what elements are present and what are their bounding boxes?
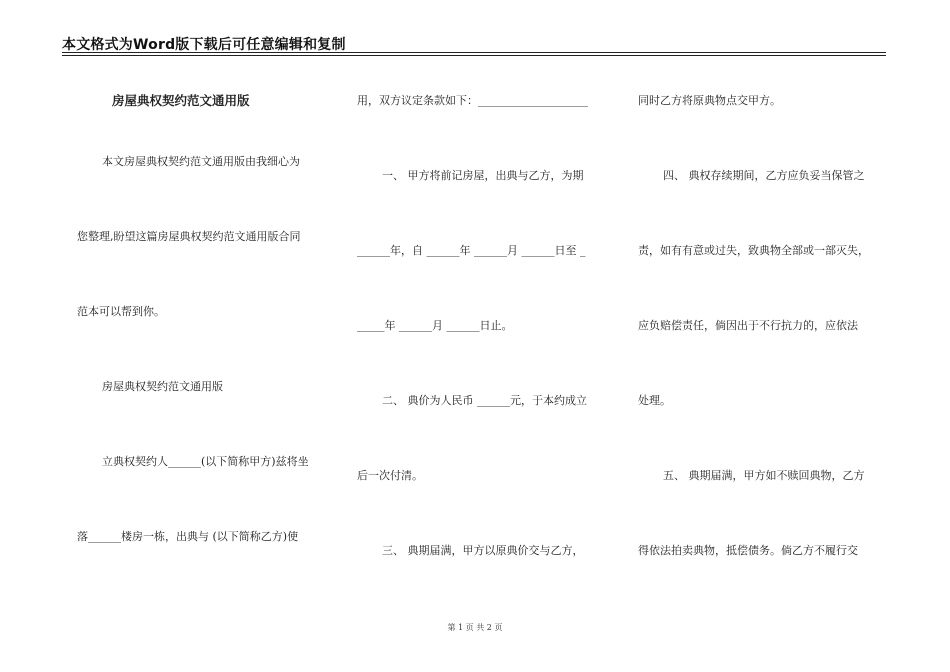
document-header: 本文格式为Word版下载后可任意编辑和复制 <box>62 37 346 53</box>
text-column-3 <box>638 0 888 620</box>
paragraph-line: 责，如有有意或过失，致典物全部或一部灭失， <box>638 244 869 257</box>
paragraph-line: 落______楼房一栋，出典与 (以下简称乙方)使 <box>77 530 299 543</box>
paragraph-line: 同时乙方将原典物点交甲方。 <box>638 94 781 107</box>
paragraph-line: 立典权契约人______(以下简称甲方)兹将坐 <box>102 455 309 468</box>
page-number: 第 1 页 共 2 页 <box>447 623 503 632</box>
paragraph-line: 二、 典价为人民币 ______元，于本约成立 <box>382 394 587 407</box>
paragraph-line: 本文房屋典权契约范文通用版由我细心为 <box>102 155 300 168</box>
paragraph-line: 范本可以帮到你。 <box>77 305 165 318</box>
paragraph-line: _____年 ______月 ______日止。 <box>357 319 513 332</box>
paragraph-line: 您整理,盼望这篇房屋典权契约范文通用版合同 <box>77 230 301 243</box>
paragraph-line: 一、 甲方将前记房屋，出典与乙方，为期 <box>382 169 584 182</box>
paragraph-line: 用，双方议定条款如下：____________________ <box>357 94 588 107</box>
paragraph-line: 五、 典期届满，甲方如不赎回典物，乙方 <box>663 469 865 482</box>
paragraph-line: 后一次付清。 <box>357 469 423 482</box>
paragraph-line: ______年，自 ______年 ______月 ______日至 _ <box>357 244 586 257</box>
paragraph-line: 得依法拍卖典物，抵偿债务。倘乙方不履行交 <box>638 544 858 557</box>
text-column-1 <box>77 0 327 620</box>
paragraph-line: 应负赔偿责任，倘因出于不行抗力的，应依法 <box>638 319 858 332</box>
text-column-2 <box>357 0 607 620</box>
paragraph-line: 房屋典权契约范文通用版 <box>102 380 223 393</box>
document-title: 房屋典权契约范文通用版 <box>112 93 250 108</box>
paragraph-line: 三、 典期届满，甲方以原典价交与乙方， <box>382 544 584 557</box>
paragraph-line: 处理。 <box>638 394 671 407</box>
paragraph-line: 四、 典权存续期间，乙方应负妥当保管之 <box>663 169 865 182</box>
